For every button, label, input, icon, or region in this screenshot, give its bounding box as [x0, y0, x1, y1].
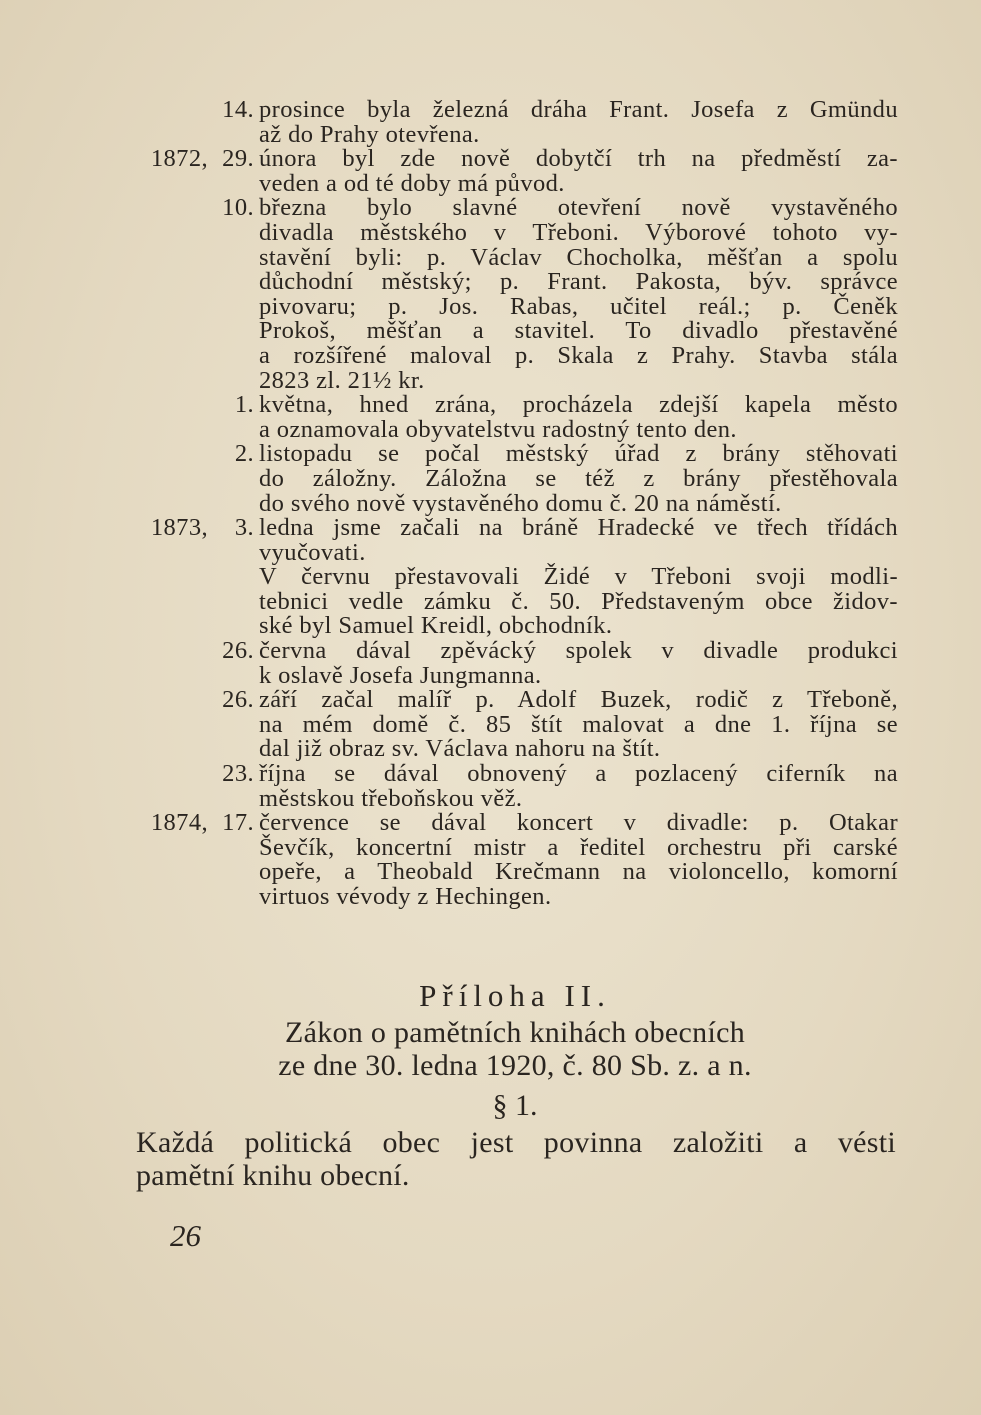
entry-year: [128, 762, 208, 811]
entry-text-line: a oznamovala obyvatelstvu radostný tento den.: [259, 415, 737, 443]
entry-text-line: tebnici vedle zámku č. 50. Představeným obce židov-: [259, 587, 898, 615]
entry-text: [259, 442, 898, 516]
entry-text: [259, 393, 898, 442]
appendix-header: [130, 976, 900, 1126]
entry-text-line: městskou třeboňskou věž.: [259, 784, 523, 812]
entry-text-line: divadla městského v Třeboni. Výborové tohoto vy-: [259, 218, 898, 246]
entry-text-line: dal již obraz sv. Václava nahoru na štít.: [259, 735, 661, 763]
entry-text-line: února byl zde nově dobytčí trh na předměstí za-: [259, 145, 898, 173]
chronicle-entry: [128, 762, 898, 811]
entry-year: 1873,: [150, 514, 208, 542]
entry-text: [259, 516, 898, 565]
entry-text: [259, 639, 898, 688]
chronicle-entries: [128, 98, 898, 910]
chronicle-entry: [128, 811, 898, 909]
entry-text-line: ledna jsme začali na bráně Hradecké ve třech třídách: [259, 514, 898, 542]
entry-text-line: vyučovati.: [259, 538, 366, 566]
chronicle-entry: [128, 147, 898, 196]
entry-year: [128, 639, 208, 688]
entry-day: 10.: [222, 194, 254, 222]
entry-day: 3.: [234, 514, 254, 542]
entry-text-line: opeře, a Theobald Krečmann na violoncello, komorní: [259, 858, 898, 886]
entry-day: 26.: [222, 686, 254, 714]
chronicle-entry: [128, 639, 898, 688]
section-number: § 1.: [492, 1089, 538, 1122]
entry-day: 17.: [222, 809, 254, 837]
entry-text-line: k oslavě Josefa Jungmanna.: [259, 661, 542, 689]
law-title-line-1: Zákon o pamětních knihách obecních: [284, 1016, 746, 1049]
chronicle-entry: [128, 442, 898, 516]
entry-year: [128, 565, 208, 639]
entry-text-line: října se dával obnovený a pozlacený ciferník na: [259, 760, 898, 788]
entry-day: 29.: [222, 145, 254, 173]
law-paragraph-line: Každá politická obec jest povinna založiti a vésti: [136, 1126, 896, 1159]
entry-text-line: 2823 zl. 21½ kr.: [259, 366, 425, 394]
entry-day: 14.: [222, 96, 254, 123]
entry-text: [259, 98, 898, 147]
entry-text-line: Prokoš, měšťan a stavitel. To divadlo přestavěné: [259, 317, 898, 345]
entry-text: [259, 196, 898, 393]
entry-text-line: veden a od té doby má původ.: [259, 169, 565, 197]
law-paragraph-line: pamětní knihu obecní.: [136, 1159, 410, 1192]
entry-text-line: V červnu přestavovali Židé v Třeboni svoji modli-: [259, 563, 898, 591]
entry-text-line: stavění byli: p. Václav Chocholka, měšťan a spolu: [259, 243, 898, 271]
entry-text-line: prosince byla železná dráha Frant. Josefa z Gmündu: [259, 96, 898, 123]
entry-text-line: pivovaru; p. Jos. Rabas, učitel reál.; p. Čeněk: [259, 292, 898, 320]
entry-text-line: do záložny. Záložna se též z brány přestěhovala: [259, 464, 898, 492]
chronicle-entry: [128, 393, 898, 442]
entry-year: [128, 196, 208, 393]
entry-day: 23.: [222, 760, 254, 788]
chronicle-entry: [128, 98, 898, 147]
law-title-line-2: ze dne 30. ledna 1920, č. 80 Sb. z. a n.: [278, 1049, 752, 1082]
chronicle-entry: [128, 688, 898, 762]
entry-year: [128, 688, 208, 762]
entry-text: [259, 811, 898, 909]
chronicle-entry: [128, 565, 898, 639]
chronicle-entry: [128, 516, 898, 565]
entry-text-line: září začal malíř p. Adolf Buzek, rodič z Třeboně,: [259, 686, 898, 714]
entry-day: 26.: [222, 637, 254, 665]
appendix-heading: Příloha II.: [419, 978, 611, 1013]
entry-text-line: až do Prahy otevřena.: [259, 120, 480, 148]
entry-year: [128, 393, 208, 442]
entry-year: [128, 98, 208, 147]
entry-text-line: důchodní městský; p. Frant. Pakosta, býv. správce: [259, 268, 898, 296]
entry-text-line: června dával zpěvácký spolek v divadle produkci: [259, 637, 898, 665]
chronicle-entry: [128, 196, 898, 393]
entry-text: [259, 688, 898, 762]
entry-text-line: virtuos vévody z Hechingen.: [259, 883, 552, 910]
entry-text-line: do svého nově vystavěného domu č. 20 na náměstí.: [259, 489, 782, 517]
entry-year: [128, 442, 208, 516]
law-paragraph: [136, 1126, 896, 1192]
entry-day: 2.: [234, 440, 254, 468]
entry-text-line: května, hned zrána, procházela zdejší kapela město: [259, 391, 898, 419]
entry-day: [208, 565, 259, 639]
entry-year: 1872,: [150, 145, 208, 173]
page-number: 26: [170, 1218, 201, 1253]
entry-text: [259, 565, 898, 639]
entry-text: [259, 147, 898, 196]
entry-text-line: a rozšířené maloval p. Skala z Prahy. Stavba stála: [259, 341, 898, 369]
entry-text-line: července se dával koncert v divadle: p. Otakar: [259, 809, 898, 837]
entry-text-line: ské byl Samuel Kreidl, obchodník.: [259, 612, 613, 640]
entry-text-line: na mém domě č. 85 štít malovat a dne 1. října se: [259, 710, 898, 738]
entry-text-line: března bylo slavné otevření nově vystavěného: [259, 194, 898, 222]
entry-text: [259, 762, 898, 811]
entry-year: 1874,: [150, 809, 208, 837]
entry-text-line: listopadu se počal městský úřad z brány stěhovati: [259, 440, 898, 468]
entry-day: 1.: [234, 391, 254, 419]
entry-text-line: Ševčík, koncertní mistr a ředitel orchestru při carské: [259, 833, 898, 861]
